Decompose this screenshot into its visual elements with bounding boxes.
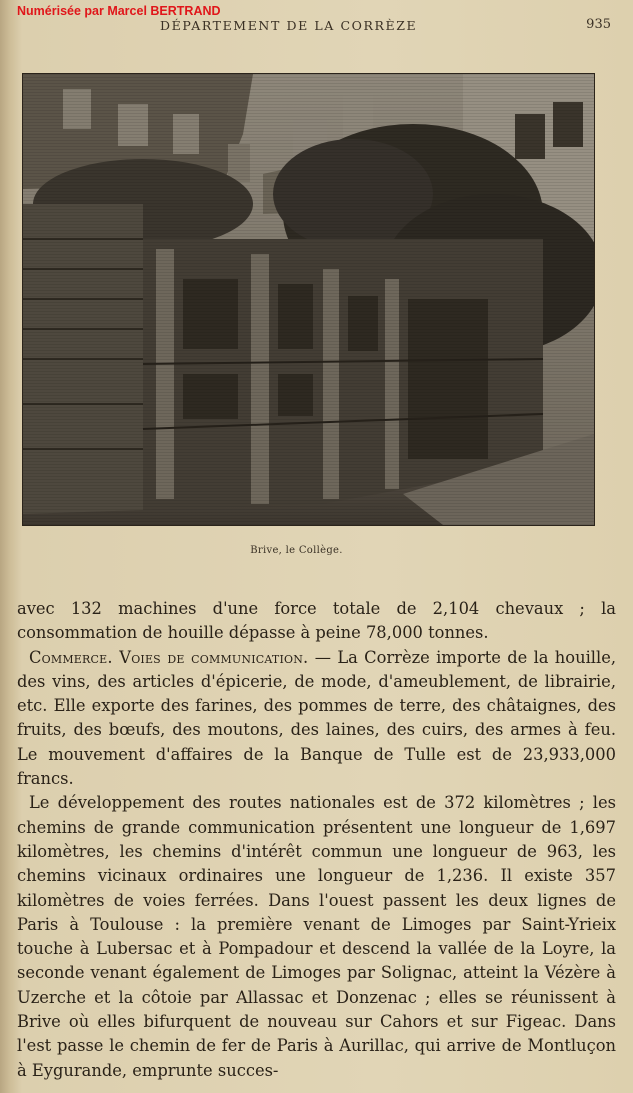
figure-caption — [0, 545, 633, 556]
paragraph-text: Le développement des routes nationales est de 372 kilomètres ; les chemins de grande communication présentent une longueur de 1,697 kilomètres, les chemins d'intérêt commun une longueur de 963, les chemins vicinaux ordinaires une longueur de 1,236. Il existe 357 kilomètres de voies ferrées. Dans l'ouest passent les deux lignes de Paris à Toulouse : la première venant de Limoges par Saint-Yrieix touche à Lubersac et à Pompadour et descend la vallée de la Loyre, la seconde venant également de Limoges par Solignac, atteint la Vézère à Uzerche et la côtoie par Allassac et Donzenac ; elles se réunissent à Brive où elles bifurquent de nouveau sur Cahors et sur Figeac. Dans l'est passe le chemin de fer de Paris à Aurillac, qui arrive de Montluçon à Eygurande, emprunte succes- — [17, 793, 616, 1080]
paragraph-industry — [17, 597, 616, 646]
section-heading-commerce: Commerce. Voies de communication. — [29, 647, 309, 667]
paragraph-text: — La Corrèze importe de la houille, des vins, des articles d'épicerie, de mode, d'ameublement, de librairie, etc. Elle exporte des farines, des pommes de terre, des châtaignes, des fruits, des bœufs, des moutons, des laines, des cuirs, des armes à feu. Le mouvement d'affaires de la Banque de Tulle est de 23,933,000 francs. — [17, 647, 616, 789]
paragraph-commerce — [17, 646, 616, 792]
running-head: DÉPARTEMENT DE LA CORRÈZE — [160, 18, 418, 33]
paragraph-text: avec 132 machines d'une force totale de 2,104 chevaux ; la consommation de houille dépasse à peine 78,000 tonnes. — [17, 599, 616, 643]
digitization-watermark: Numérisée par Marcel BERTRAND — [17, 4, 221, 18]
body-text — [17, 597, 616, 1083]
page-number: 935 — [586, 17, 611, 32]
figure-caption-text: Brive, le Collège. — [250, 545, 343, 556]
college-engraving-illustration — [23, 74, 594, 525]
college-photograph — [22, 73, 595, 526]
paragraph-roads — [17, 791, 616, 1083]
